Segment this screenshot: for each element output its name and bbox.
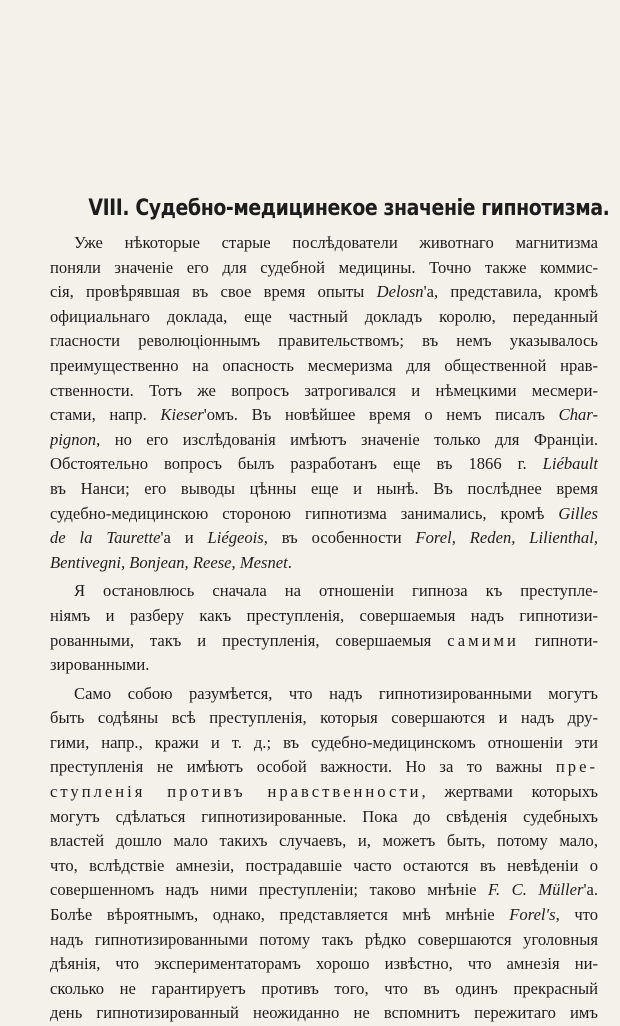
text-line: въ Нанси; его выводы цѣнны еще и нынѣ. Въ послѣднее время	[50, 478, 598, 498]
name-forel: Forel's	[509, 905, 556, 925]
text-line: совершенномъ надъ ними преступленiи; таково мнѣнiе F. C. Müller'а.	[50, 880, 598, 900]
text-line: быть содѣяны всѣ преступленiя, которыя совершаются и надъ дру-	[50, 708, 598, 728]
text-line: нiямъ и разберу какъ преступленiя, совершаемыя надъ гипнотизи-	[50, 605, 598, 625]
names-forel-reden-lilienthal: Forel, Reden, Lilienthal,	[415, 528, 598, 548]
text-line: pignon, но его изслѣдованiя имѣютъ значенiе только для Францiи.	[50, 429, 598, 449]
text-line: зированными.	[50, 655, 150, 675]
text-line: властей дошло мало такихъ случаевъ, и, можетъ быть, потому мало,	[50, 831, 598, 851]
text-line: сколько не гарантируетъ противъ того, что въ одинъ прекрасный	[50, 978, 598, 998]
text-line: дѣянiя, что экспериментаторамъ хорошо извѣстно, что амнезiя ни-	[50, 954, 598, 974]
text-line: de la Taurette'а и Liégeois, въ особенности Forel, Reden, Lilienthal,	[50, 528, 598, 548]
text-line: Болѣе вѣроятнымъ, однако, представляется мнѣ мнѣнiе Forel's, что	[50, 905, 598, 925]
name-kieser: Kieser	[160, 405, 204, 425]
text-line: поняли значенiе его для судебной медицины. Точно также коммис-	[50, 257, 598, 277]
text-line: что, вслѣдствiе амнезiи, пострадавшiе часто остаются въ невѣденiи о	[50, 855, 598, 875]
emphasis-morality: ступленiя противъ нравственности	[50, 782, 422, 802]
text-line: гласности революцiоннымъ правительствомъ; въ немъ указывалось	[50, 331, 598, 351]
text-line: судебно-медицинскою стороною гипнотизма занимались, кромѣ Gilles	[50, 503, 598, 523]
text-line: надъ гипнотизированными потому такъ рѣдко совершаются уголовныя	[50, 929, 598, 949]
paragraph-2	[50, 579, 598, 677]
name-charpignon-part: Char-	[558, 405, 598, 425]
text-line: преступленiя не имѣютъ особой важности. Но за то важны пре-	[50, 757, 598, 777]
text-line: Само собою разумѣется, что надъ гипнотизированными могутъ	[74, 683, 598, 703]
text-line: преимущественно на опасность месмеризма для общественной нрав-	[50, 355, 598, 375]
name-liegeois: Liégeois	[207, 528, 264, 548]
text-line: официальнаго доклада, еще частный докладъ королю, переданный	[50, 306, 598, 326]
text-line: Я остановлюсь сначала на отношенiи гипноза къ преступле-	[74, 581, 598, 601]
name-charpignon-end: pignon	[50, 429, 97, 449]
text-line: гими, напр., кражи и т. д.; въ судебно-медицинскомъ отношенiи эти	[50, 732, 598, 752]
text-line: Обстоятельно вопросъ былъ разработанъ еще въ 1866 г. Liébault	[50, 454, 598, 474]
emphasis-crimes: пре-	[555, 757, 598, 777]
text-line: сiя, провѣрявшая въ свое время опыты Delosn'а, представила, кромѣ	[50, 282, 598, 302]
name-delosn: Delosn	[376, 282, 424, 302]
name-gilles: Gilles	[558, 503, 598, 523]
emphasis-samimi: самими	[447, 630, 519, 650]
name-muller: F. C. Müller	[488, 880, 584, 900]
paragraph-3	[50, 682, 598, 1026]
text-line: могутъ сдѣлаться гипнотизированные. Пока до свѣденiя судебныхъ	[50, 806, 598, 826]
name-tourette: de la Taurette	[50, 528, 161, 548]
text-line: Bentivegni, Bonjean, Reese, Mesnet.	[50, 552, 292, 572]
names-bentivegni-mesnet: Bentivegni, Bonjean, Reese, Mesnet	[50, 552, 288, 572]
paragraph-1	[50, 231, 598, 575]
text-line: рованными, такъ и преступленiя, совершаемыя самими гипноти-	[50, 630, 598, 650]
text-line: день гипнотизированный неожиданно не вспомнитъ пережитаго имъ	[50, 1003, 598, 1023]
body-text	[50, 231, 598, 1026]
text-line: стами, напр. Kieser'омъ. Въ новѣйшее время о немъ писалъ Char-	[50, 405, 598, 425]
text-line: ступленiя противъ нравственности, жертвами которыхъ	[50, 782, 598, 802]
text-line: ственности. Тотъ же вопросъ затрогивался и нѣмецкими месмери-	[50, 380, 598, 400]
chapter-heading: VIII. Судебно-медицинекое значенiе гипнотизма.	[88, 196, 610, 221]
text-line: Уже нѣкоторые старые послѣдователи животнаго магнитизма	[74, 233, 598, 252]
name-liebault: Liébault	[542, 454, 598, 474]
